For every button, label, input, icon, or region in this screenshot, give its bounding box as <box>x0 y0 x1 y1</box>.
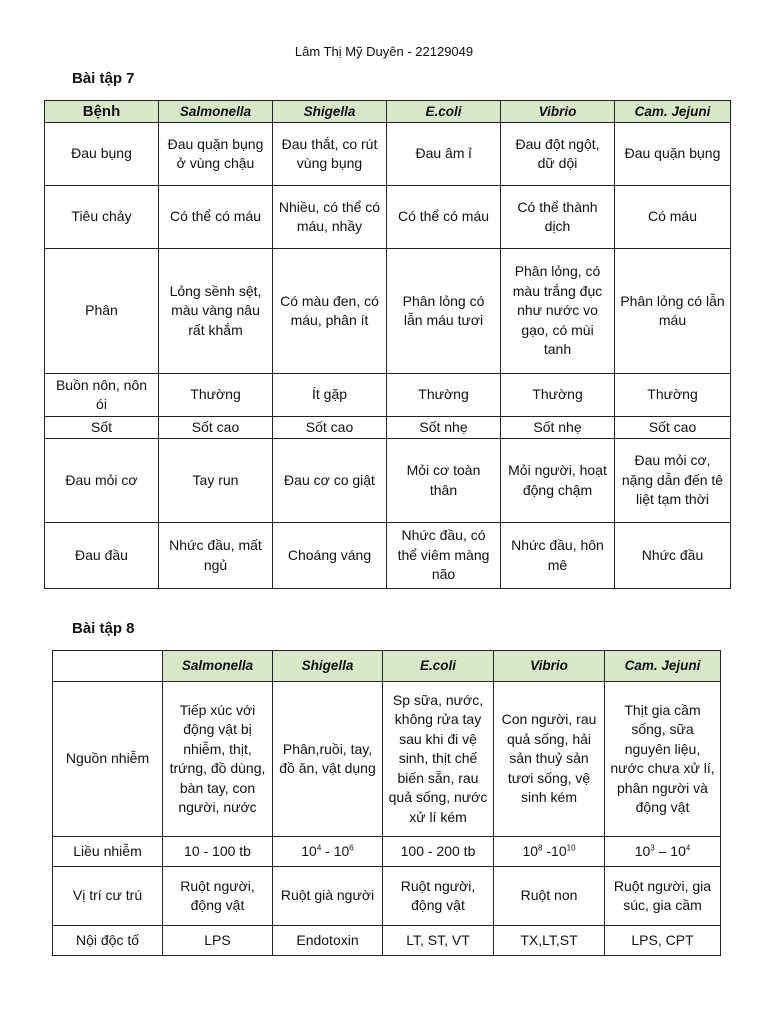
exponent: 3 <box>650 843 655 853</box>
table-cell: Thường <box>501 374 615 417</box>
exponent: 4 <box>685 843 691 853</box>
exercise-8-title: Bài tập 8 <box>72 620 135 637</box>
table-cell: Choáng váng <box>273 523 387 589</box>
header-cell: E.coli <box>387 101 501 123</box>
table-cell: Nhức đầu, hôn mê <box>501 523 615 589</box>
table-cell: Phân lỏng, có màu trắng đục như nước vo gạo, có mùi tanh <box>501 249 615 374</box>
table-cell: Đau quặn bụng <box>615 123 731 186</box>
table-cell: Thường <box>615 374 731 417</box>
row-label: Vị trí cư trú <box>53 867 163 926</box>
row-label: Tiêu chảy <box>45 186 159 249</box>
row-label: Đau mỏi cơ <box>45 439 159 523</box>
table-cell: LPS, CPT <box>605 926 721 956</box>
table-cell: Ruột già người <box>273 867 383 926</box>
table-cell: Đau quặn bụng ở vùng chậu <box>159 123 273 186</box>
table-cell: 10 - 100 tb <box>163 837 273 867</box>
table-cell: Đau âm ỉ <box>387 123 501 186</box>
table-cell: Sp sữa, nước, không rửa tay sau khi đi vệ sinh, thịt chế biến sẵn, rau quả sống, nước xử lí kém <box>383 682 494 837</box>
header-cell: Vibrio <box>494 651 605 682</box>
table-cell: $10^4 - 10^6$ <box>273 837 383 867</box>
exercise-7-title: Bài tập 7 <box>72 70 135 87</box>
table-cell: LT, ST, VT <box>383 926 494 956</box>
table-cell: Con người, rau quả sống, hải sản thuỷ sản tươi sống, vệ sinh kém <box>494 682 605 837</box>
table-cell: Ruột non <box>494 867 605 926</box>
table-cell: Nhức đầu <box>615 523 731 589</box>
table-cell: Sốt cao <box>273 417 387 439</box>
table-cell: 100 - 200 tb <box>383 837 494 867</box>
row-label: Sốt <box>45 417 159 439</box>
table-row <box>45 186 731 249</box>
row-label: Đau đầu <box>45 523 159 589</box>
table-header-row <box>45 101 731 123</box>
table-cell: Endotoxin <box>273 926 383 956</box>
table-cell: Ruột người, động vật <box>383 867 494 926</box>
header-cell: Cam. Jejuni <box>605 651 721 682</box>
table-cell: Mỏi cơ toàn thân <box>387 439 501 523</box>
table-cell: Sốt nhẹ <box>387 417 501 439</box>
table-cell: Sốt cao <box>159 417 273 439</box>
header-cell: Shigella <box>273 651 383 682</box>
table-cell: Phân lỏng có lẫn máu tươi <box>387 249 501 374</box>
table-cell: LPS <box>163 926 273 956</box>
header-cell <box>53 651 163 682</box>
table-cell: Thịt gia cầm sống, sữa nguyên liệu, nước chưa xử lí, phân người và động vật <box>605 682 721 837</box>
header-cell: Shigella <box>273 101 387 123</box>
table-cell: Lỏng sềnh sệt, màu vàng nâu rất khắm <box>159 249 273 374</box>
table-cell: Nhức đầu, mất ngủ <box>159 523 273 589</box>
table-cell: Tiếp xúc với động vật bị nhiễm, thịt, trứng, đồ dùng, bàn tay, con người, nước <box>163 682 273 837</box>
row-label: Đau bụng <box>45 123 159 186</box>
row-label: Buồn nôn, nôn ói <box>45 374 159 417</box>
row-label: Nội độc tố <box>53 926 163 956</box>
row-label: Nguồn nhiễm <box>53 682 163 837</box>
table-cell: Đau cơ co giật <box>273 439 387 523</box>
header-cell: Salmonella <box>159 101 273 123</box>
row-label: Liều nhiễm <box>53 837 163 867</box>
header-cell: Bệnh <box>45 101 159 123</box>
table-row <box>45 523 731 589</box>
table-row <box>53 682 721 837</box>
table-row <box>45 123 731 186</box>
exponent: 4 <box>316 843 322 853</box>
table-row <box>45 417 731 439</box>
header-cell: E.coli <box>383 651 494 682</box>
table-cell: Phân lỏng có lẫn máu <box>615 249 731 374</box>
table-cell: Nhiều, có thể có máu, nhầy <box>273 186 387 249</box>
table-cell: Thường <box>159 374 273 417</box>
table-cell: Sốt cao <box>615 417 731 439</box>
exponent: 6 <box>349 843 354 853</box>
table-row <box>53 867 721 926</box>
table-cell: $10^8$ $-10^{10}$ <box>494 837 605 867</box>
table-row <box>53 837 721 867</box>
table-cell: Ít gặp <box>273 374 387 417</box>
table-row <box>45 439 731 523</box>
table-cell: Phân,ruồi, tay, đồ ăn, vật dụng <box>273 682 383 837</box>
table-cell: Thường <box>387 374 501 417</box>
table-cell: $10^3 - 10^4$ <box>605 837 721 867</box>
row-label: Phân <box>45 249 159 374</box>
table-cell: Tay run <box>159 439 273 523</box>
table-cell: Ruột người, gia súc, gia cầm <box>605 867 721 926</box>
table-cell: Đau thắt, co rút vùng bụng <box>273 123 387 186</box>
table-cell: Đau đột ngột, dữ dội <box>501 123 615 186</box>
table-cell: Có thể thành dịch <box>501 186 615 249</box>
table-cell: TX,LT,ST <box>494 926 605 956</box>
author-line: Lâm Thị Mỹ Duyên - 22129049 <box>294 44 474 59</box>
table-row <box>45 249 731 374</box>
table-row <box>53 926 721 956</box>
header-cell: Salmonella <box>163 651 273 682</box>
table-header-row <box>53 651 721 682</box>
table-cell: Có thể có máu <box>159 186 273 249</box>
exercise-8-table <box>52 650 721 956</box>
table-cell: Sốt nhẹ <box>501 417 615 439</box>
header-cell: Cam. Jejuni <box>615 101 731 123</box>
table-cell: Ruột người, động vật <box>163 867 273 926</box>
exercise-7-table <box>44 100 731 589</box>
table-cell: Mỏi người, hoạt động chậm <box>501 439 615 523</box>
table-cell: Nhức đầu, có thể viêm màng não <box>387 523 501 589</box>
table-row <box>45 374 731 417</box>
exponent: 8 <box>538 843 543 853</box>
table-cell: Có máu <box>615 186 731 249</box>
header-cell: Vibrio <box>501 101 615 123</box>
table-cell: Có màu đen, có máu, phân ít <box>273 249 387 374</box>
table-cell: Đau mỏi cơ, nặng dẫn đến tê liệt tạm thời <box>615 439 731 523</box>
table-cell: Có thể có máu <box>387 186 501 249</box>
exponent: 10 <box>566 843 576 853</box>
